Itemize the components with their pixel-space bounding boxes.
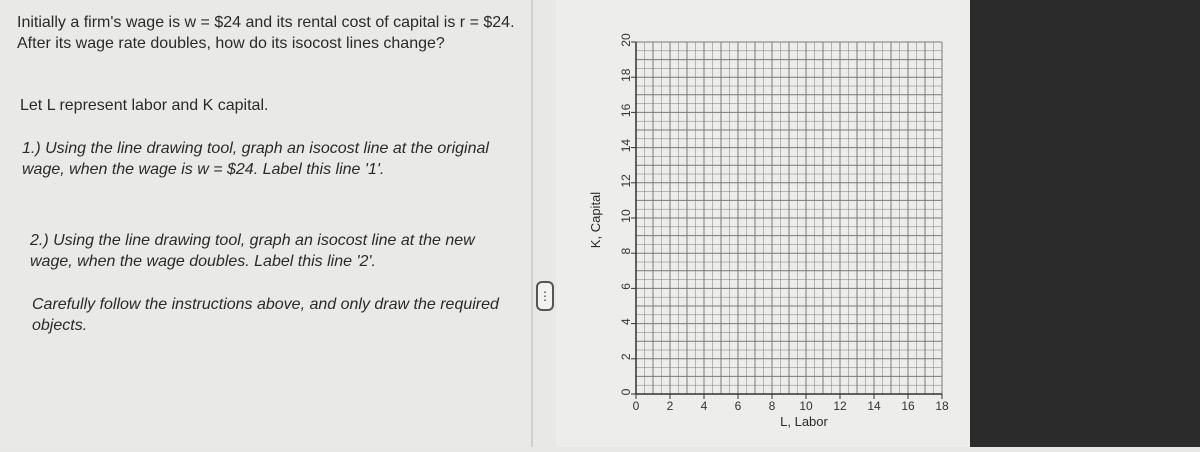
x-tick-label: 18 [935, 399, 949, 413]
x-tick-label: 8 [768, 399, 776, 413]
question-panel [0, 0, 530, 447]
x-tick-label: 6 [734, 399, 742, 413]
y-tick-label: 0 [619, 388, 633, 396]
grid [636, 42, 942, 394]
x-tick-label: 0 [632, 399, 640, 413]
x-tick-label: 16 [901, 399, 915, 413]
y-tick-label: 16 [619, 103, 633, 118]
y-tick-label: 2 [619, 353, 633, 361]
x-tick-label: 2 [666, 399, 674, 413]
more-dots-icon: ⋮ [539, 289, 551, 303]
x-tick-label: 10 [799, 399, 813, 413]
x-tick-label: 4 [700, 399, 708, 413]
graph-panel [556, 0, 970, 447]
y-tick-label: 20 [619, 33, 633, 47]
x-tick-label: 12 [833, 399, 847, 413]
panel-divider[interactable] [531, 0, 533, 447]
y-tick-label: 8 [619, 247, 633, 255]
y-tick-label: 14 [619, 138, 633, 153]
collapse-panel-button[interactable] [536, 281, 554, 311]
question-intro: Initially a firm's wage is w = $24 and its rental cost of capital is r = $24. After its wage rate doubles, how do its isocost lines change? [17, 14, 515, 52]
isocost-graph[interactable] [556, 0, 970, 447]
definition-text: Let L represent labor and K capital. [20, 97, 269, 114]
step-1-text: 1.) Using the line drawing tool, graph an isocost line at the original wage, when the wage is w = $24. Label this line '1'. [22, 140, 489, 178]
step-2-text: 2.) Using the line drawing tool, graph an isocost line at the new wage, when the wage doubles. Label this line '2'. [30, 232, 475, 270]
background-dark-area [970, 0, 1200, 447]
y-axis-label: K, Capital [588, 191, 603, 249]
y-tick-label: 12 [619, 174, 633, 188]
x-axis-label: L, Labor [780, 414, 828, 429]
y-tick-label: 6 [619, 283, 633, 290]
y-tick-label: 18 [619, 68, 633, 82]
y-tick-label: 10 [619, 209, 633, 223]
instructions-text: Carefully follow the instructions above, and only draw the required objects. [32, 296, 499, 334]
y-tick-label: 4 [619, 318, 633, 325]
x-tick-label: 14 [867, 399, 881, 413]
